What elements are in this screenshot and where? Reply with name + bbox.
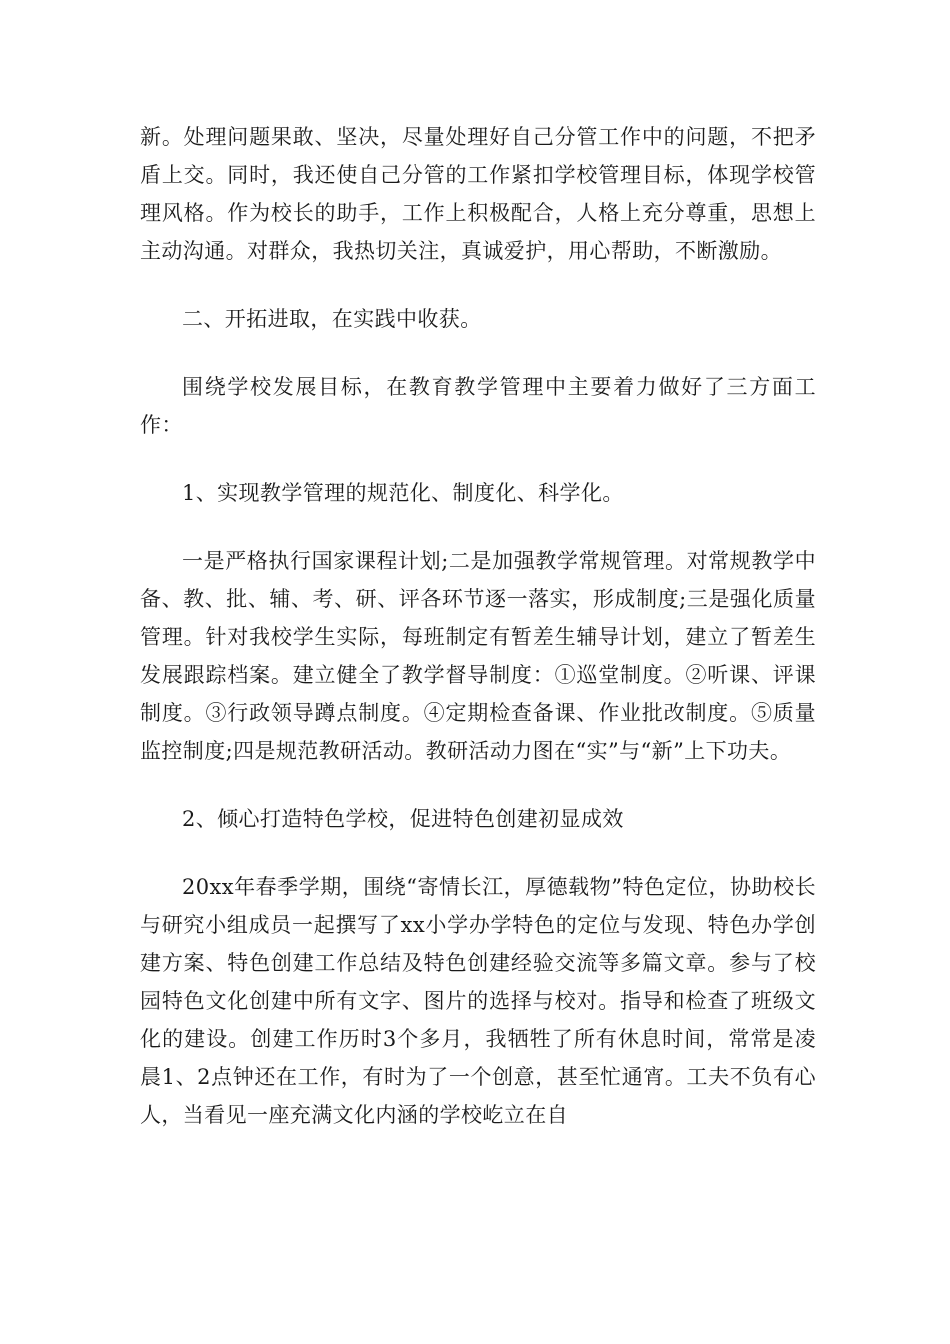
subheading-1: 1、实现教学管理的规范化、制度化、科学化。	[182, 481, 624, 505]
paragraph-teaching-management: 一是严格执行国家课程计划;二是加强教学常规管理。对常规教学中备、教、批、辅、考、研、评各环节逐一落实，形成制度;三是强化质量管理。针对我校学生实际，每班制定有暂差生辅导计划，建立了暂差生发展跟踪档案。建立健全了教学督导制度：①巡堂制度。②听课、评课制度。③行政领导蹲点制度。④定期检查备课、作业批改制度。⑤质量监控制度;四是规范教研活动。教研活动力图在“实”与“新”上下功夫。	[140, 549, 816, 763]
paragraph-continuation: 新。处理问题果敢、坚决，尽量处理好自己分管工作中的问题，不把矛盾上交。同时，我还使自己分管的工作紧扣学校管理目标，体现学校管理风格。作为校长的助手，工作上积极配合，人格上充分尊重，思想上主动沟通。对群众，我热切关注，真诚爱护，用心帮助，不断激励。	[140, 125, 816, 263]
document-body	[140, 118, 816, 1134]
subheading-2: 2、倾心打造特色学校，促进特色创建初显成效	[182, 807, 624, 831]
section-heading-2: 二、开拓进取，在实践中收获。	[182, 307, 482, 331]
paragraph-school-features: 20xx年春季学期，围绕“寄情长江，厚德载物”特色定位，协助校长与研究小组成员一起撰写了xx小学办学特色的定位与发现、特色办学创建方案、特色创建工作总结及特色创建经验交流等多篇文章。参与了校园特色文化创建中所有文字、图片的选择与校对。指导和检查了班级文化的建设。创建工作历时3个多月，我牺牲了所有休息时间，常常是凌晨1、2点钟还在工作，有时为了一个创意，甚至忙通宵。工夫不负有心人，当看见一座充满文化内涵的学校屹立在自	[140, 875, 816, 1127]
paragraph-intro: 围绕学校发展目标，在教育教学管理中主要着力做好了三方面工作：	[140, 375, 816, 437]
